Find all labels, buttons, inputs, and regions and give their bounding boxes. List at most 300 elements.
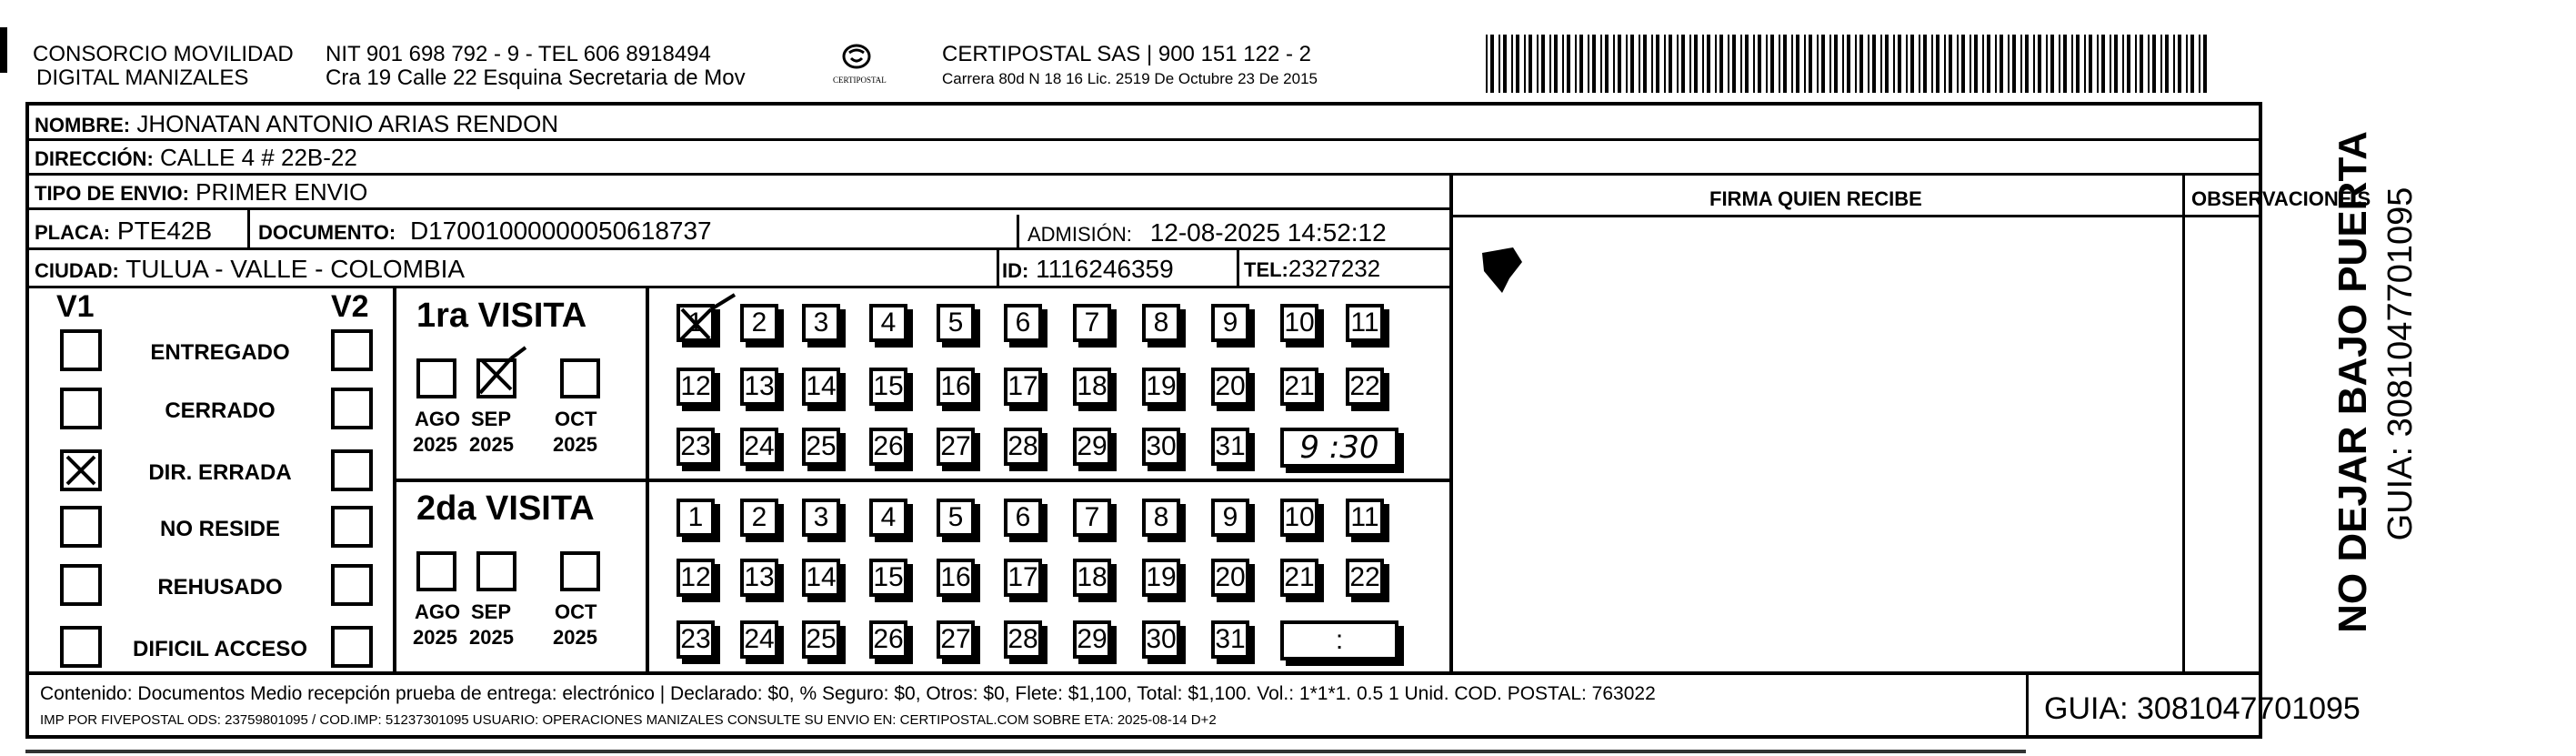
documento-value: D17001000000050618737 [409, 217, 712, 245]
barcode-bar [1605, 35, 1609, 93]
visit1-day-box[interactable] [1004, 368, 1042, 406]
visit2-day-box[interactable] [1004, 559, 1042, 597]
firma-left-border [1449, 173, 1453, 671]
tel-label: TEL: [1244, 258, 1288, 281]
day-number: 24 [744, 624, 775, 654]
barcode-bar [1728, 35, 1729, 93]
barcode-bar [2046, 35, 2048, 93]
day-number: 1 [687, 502, 704, 532]
barcode-bar [1809, 35, 1812, 93]
barcode-bar [1592, 35, 1596, 93]
tipo-envio-value: PRIMER ENVIO [195, 178, 368, 206]
visit2-day-box[interactable] [1211, 559, 1249, 597]
nombre-label: NOMBRE: [35, 114, 131, 136]
v1-checkbox[interactable] [60, 449, 102, 491]
day-number: 25 [806, 624, 837, 654]
barcode-bar [2000, 35, 2003, 93]
barcode-bar [1758, 35, 1761, 93]
barcode-bar [1643, 35, 1647, 93]
barcode-bar [1694, 35, 1698, 93]
visit1-time-box[interactable] [1280, 428, 1398, 468]
ciudad-value: TULUA - VALLE - COLOMBIA [125, 255, 466, 283]
barcode-bar [1524, 35, 1526, 93]
barcode-bar [1541, 35, 1545, 93]
day-number: 20 [1215, 371, 1246, 401]
visit2-day-box[interactable] [1142, 499, 1180, 537]
barcode-bar [1613, 35, 1615, 93]
barcode-bar [1740, 35, 1742, 93]
barcode-bar [1944, 35, 1946, 93]
certipostal-logo [827, 40, 886, 91]
v1-checkbox[interactable] [60, 564, 102, 606]
day-number: 5 [947, 502, 964, 532]
barcode-bar [1529, 35, 1532, 93]
logo-caption: CERTIPOSTAL [833, 76, 887, 85]
visit2-day-box[interactable] [740, 620, 778, 659]
v1-checkbox[interactable] [60, 388, 102, 429]
barcode-bar [2071, 35, 2073, 93]
visit2-day-box[interactable] [802, 499, 840, 537]
visit1-day-box[interactable] [677, 304, 715, 342]
day-number: 4 [880, 307, 897, 338]
barcode-bar [2050, 35, 2054, 93]
visit2-month-year: 2025 [413, 626, 457, 649]
barcode-bar [1961, 35, 1965, 93]
barcode-bar [2190, 35, 2194, 93]
visit2-month-checkbox[interactable] [416, 551, 456, 591]
visit1-day-box[interactable] [802, 368, 840, 406]
barcode-bar [1791, 35, 1793, 93]
recipient-name: JHONATAN ANTONIO ARIAS RENDON [136, 110, 559, 137]
barcode-bar [2110, 35, 2111, 93]
barcode-bar [1982, 35, 1984, 93]
day-number: 16 [940, 371, 971, 401]
barcode-bar [1562, 35, 1564, 93]
day-number: 21 [1284, 562, 1315, 592]
barcode-bar [1936, 35, 1940, 93]
visit2-day-box[interactable] [1346, 499, 1384, 537]
scan-edge-mark [0, 27, 7, 73]
barcode-bar [1779, 35, 1780, 93]
v2-checkbox[interactable] [331, 329, 373, 371]
day-number: 15 [873, 562, 904, 592]
barcode-bar [1898, 35, 1901, 93]
visit1-title: 1ra VISITA [416, 297, 587, 335]
barcode-bar [1745, 35, 1749, 93]
day-number: 11 [1350, 502, 1379, 532]
day-number: 14 [806, 562, 837, 592]
day-number: 7 [1084, 502, 1100, 532]
visit2-day-box[interactable] [802, 620, 840, 659]
v1-checkbox[interactable] [60, 329, 102, 371]
day-check-mark [675, 293, 738, 355]
barcode-bar [1715, 35, 1717, 93]
day-number: 23 [680, 431, 711, 461]
placa-value: PTE42B [116, 217, 213, 245]
day-number: 31 [1215, 431, 1246, 461]
visit2-day-box[interactable] [740, 559, 778, 597]
barcode-bar [1537, 35, 1539, 93]
visit-divider [393, 479, 1451, 482]
visit1-day-box[interactable] [1004, 304, 1042, 342]
visit2-day-box[interactable] [869, 620, 907, 659]
visit1-day-box[interactable] [869, 428, 907, 466]
v2-checkbox[interactable] [331, 564, 373, 606]
barcode [1486, 35, 2210, 93]
day-number: 7 [1084, 307, 1100, 338]
visit1-month-checkbox[interactable] [416, 358, 456, 398]
barcode-bar [1732, 35, 1736, 93]
barcode-bar [1707, 35, 1710, 93]
day-number: 12 [680, 562, 711, 592]
visit2-time-box[interactable] [1280, 620, 1398, 660]
visit2-day-box[interactable] [677, 559, 715, 597]
barcode-bar [1970, 35, 1971, 93]
barcode-bar [1626, 35, 1628, 93]
barcode-bar [2203, 35, 2207, 93]
barcode-bar [1855, 35, 1857, 93]
visit1-month-checkbox[interactable] [476, 358, 516, 398]
barcode-bar [2059, 35, 2060, 93]
documento-label: DOCUMENTO: [258, 221, 396, 244]
barcode-bar [1783, 35, 1787, 93]
barcode-bar [1753, 35, 1755, 93]
day-number: 17 [1007, 562, 1038, 592]
visit2-day-box[interactable] [1073, 499, 1111, 537]
day-number: 20 [1215, 562, 1246, 592]
day-number: 28 [1007, 431, 1038, 461]
barcode-bar [2089, 35, 2092, 93]
barcode-bar [2186, 35, 2188, 93]
visit1-month-year: 2025 [553, 433, 597, 456]
form-left-border [25, 102, 29, 739]
visit2-time-value: : [1335, 625, 1344, 655]
visit2-day-box[interactable] [1073, 559, 1111, 597]
barcode-bar [1804, 35, 1806, 93]
barcode-bar [1842, 35, 1844, 93]
barcode-bar [1885, 35, 1889, 93]
admision-divider [1017, 215, 1019, 249]
barcode-bar [1766, 35, 1768, 93]
barcode-bar [1829, 35, 1831, 93]
day-number: 10 [1284, 502, 1315, 532]
id-divider [997, 249, 999, 287]
v2-label: V2 [331, 289, 369, 324]
barcode-bar [2076, 35, 2080, 93]
signature-mark [1477, 246, 1531, 305]
visit2-day-box[interactable] [937, 499, 975, 537]
barcode-bar [2160, 35, 2162, 93]
barcode-bar [1618, 35, 1621, 93]
visit1-day-box[interactable] [1280, 304, 1318, 342]
barcode-bar [1995, 35, 1997, 93]
side-guia: GUIA: 3081047701095 [2381, 186, 2420, 541]
visit-title-divider [646, 286, 649, 673]
barcode-bar [1923, 35, 1927, 93]
barcode-bar [2165, 35, 2169, 93]
direccion-label: DIRECCIÓN: [35, 147, 154, 170]
barcode-bar [1770, 35, 1774, 93]
barcode-bar [1719, 35, 1723, 93]
day-number: 21 [1284, 371, 1315, 401]
visit1-month-year: 2025 [413, 433, 457, 456]
visit1-day-box[interactable] [1346, 368, 1384, 406]
v1-label: V1 [56, 289, 95, 324]
day-number: 19 [1146, 562, 1177, 592]
barcode-bar [1847, 35, 1850, 93]
day-number: 31 [1215, 624, 1246, 654]
barcode-bar [2012, 35, 2016, 93]
ciudad-label: CIUDAD: [35, 259, 119, 282]
barcode-bar [1681, 35, 1685, 93]
visit1-day-box[interactable] [802, 304, 840, 342]
barcode-bar [1880, 35, 1882, 93]
barcode-bar [2135, 35, 2137, 93]
visit2-day-box[interactable] [869, 499, 907, 537]
visit1-day-box[interactable] [937, 304, 975, 342]
barcode-bar [1893, 35, 1895, 93]
visit2-day-box[interactable] [869, 559, 907, 597]
status-label: DIFICIL ACCESO [132, 637, 307, 661]
barcode-bar [1821, 35, 1825, 93]
visit2-day-box[interactable] [1211, 620, 1249, 659]
company-name-line2: DIGITAL MANIZALES [36, 66, 249, 90]
v2-checkbox[interactable] [331, 388, 373, 429]
barcode-bar [1486, 35, 1488, 93]
barcode-bar [1664, 35, 1666, 93]
barcode-bar [2008, 35, 2010, 93]
day-number: 18 [1077, 371, 1108, 401]
visit2-day-box[interactable] [1142, 559, 1180, 597]
row-divider [25, 138, 2262, 141]
barcode-bar [1656, 35, 1659, 93]
barcode-bar [1579, 35, 1583, 93]
visit1-day-box[interactable] [740, 428, 778, 466]
row-divider [25, 173, 2262, 176]
barcode-bar [1906, 35, 1908, 93]
v2-checkbox[interactable] [331, 626, 373, 668]
nit-line: NIT 901 698 792 - 9 - TEL 606 8918494 [326, 42, 711, 66]
barcode-bar [1639, 35, 1640, 93]
barcode-bar [1868, 35, 1869, 93]
day-number: 26 [873, 431, 904, 461]
day-number: 11 [1350, 307, 1379, 338]
status-label: REHUSADO [157, 575, 283, 600]
barcode-bar [1834, 35, 1838, 93]
sender-address: Cra 19 Calle 22 Esquina Secretaria de Mov [326, 66, 746, 90]
barcode-bar [1872, 35, 1876, 93]
visit2-day-box[interactable] [1346, 559, 1384, 597]
barcode-bar [2199, 35, 2200, 93]
visit1-month-checkbox[interactable] [560, 358, 600, 398]
visit2-day-box[interactable] [1004, 620, 1042, 659]
barcode-bar [1554, 35, 1558, 93]
barcode-bar [1651, 35, 1653, 93]
tel-value: 2327232 [1288, 255, 1381, 282]
visit2-day-box[interactable] [1280, 559, 1318, 597]
day-number: 9 [1222, 502, 1238, 532]
day-number: 9 [1222, 307, 1238, 338]
visit2-day-box[interactable] [1142, 620, 1180, 659]
placa-divider [247, 207, 250, 249]
status-label: ENTREGADO [150, 340, 290, 365]
barcode-bar [1630, 35, 1634, 93]
barcode-bar [1817, 35, 1819, 93]
v2-checkbox[interactable] [331, 506, 373, 548]
id-value: 1116246359 [1036, 255, 1174, 283]
visit2-month-checkbox[interactable] [476, 551, 516, 591]
visit1-month-label: OCT [555, 408, 597, 430]
day-number: 13 [744, 562, 775, 592]
visit2-day-box[interactable] [1004, 499, 1042, 537]
barcode-bar [2122, 35, 2124, 93]
barcode-bar [2084, 35, 2086, 93]
visit1-day-box[interactable] [1073, 368, 1111, 406]
day-number: 22 [1349, 371, 1380, 401]
visit1-day-box[interactable] [677, 368, 715, 406]
tel-divider [1237, 249, 1239, 287]
barcode-bar [1669, 35, 1672, 93]
status-label: CERRADO [165, 398, 276, 423]
barcode-bar [1549, 35, 1551, 93]
visit1-day-box[interactable] [1211, 368, 1249, 406]
visit1-day-box[interactable] [1142, 304, 1180, 342]
barcode-bar [1575, 35, 1577, 93]
carrier-name: CERTIPOSTAL SAS | 900 151 122 - 2 [942, 42, 1311, 66]
recipient-address: CALLE 4 # 22B-22 [160, 144, 357, 171]
visit1-day-box[interactable] [1073, 304, 1111, 342]
day-number: 25 [806, 431, 837, 461]
barcode-bar [1859, 35, 1863, 93]
visit1-day-box[interactable] [1073, 428, 1111, 466]
form-bottom-border [25, 735, 2262, 739]
barcode-bar [1702, 35, 1704, 93]
visit2-month-checkbox[interactable] [560, 551, 600, 591]
day-number: 17 [1007, 371, 1038, 401]
barcode-bar [2020, 35, 2022, 93]
scan-bottom-edge [25, 750, 2026, 753]
footer-top-border [25, 671, 2262, 675]
barcode-bar [2101, 35, 2105, 93]
barcode-bar [1949, 35, 1952, 93]
visit2-month-label: SEP [471, 600, 512, 623]
barcode-bar [1516, 35, 1519, 93]
visit1-day-box[interactable] [1211, 428, 1249, 466]
footer-guia-divider [2026, 671, 2029, 737]
day-number: 2 [751, 502, 767, 532]
visit1-day-box[interactable] [869, 368, 907, 406]
visit1-day-box[interactable] [937, 428, 975, 466]
visit2-day-box[interactable] [1211, 499, 1249, 537]
day-number: 22 [1349, 562, 1380, 592]
right-header-divider [1449, 215, 2262, 217]
visit1-time-value: 9 :30 [1299, 429, 1379, 466]
barcode-bar [1987, 35, 1990, 93]
day-number: 18 [1077, 562, 1108, 592]
tipo-envio-label: TIPO DE ENVIO: [35, 182, 189, 205]
visit1-day-box[interactable] [1142, 428, 1180, 466]
barcode-bar [2178, 35, 2181, 93]
visit1-day-box[interactable] [677, 428, 715, 466]
visit2-day-box[interactable] [677, 620, 715, 659]
visit2-day-box[interactable] [937, 559, 975, 597]
barcode-bar [2114, 35, 2118, 93]
day-number: 5 [947, 307, 964, 338]
v1-checkbox[interactable] [60, 626, 102, 668]
day-number: 14 [806, 371, 837, 401]
barcode-bar [1677, 35, 1679, 93]
day-number: 16 [940, 562, 971, 592]
obs-left-border [2182, 173, 2185, 671]
barcode-bar [2033, 35, 2035, 93]
day-number: 8 [1153, 307, 1169, 338]
visit1-day-box[interactable] [937, 368, 975, 406]
form-top-border [25, 102, 2262, 106]
barcode-bar [1931, 35, 1933, 93]
v2-checkbox[interactable] [331, 449, 373, 491]
barcode-bar [1910, 35, 1914, 93]
visit1-month-label: AGO [415, 408, 461, 430]
visit1-day-box[interactable] [1211, 304, 1249, 342]
admision-value: 12-08-2025 14:52:12 [1149, 218, 1387, 247]
barcode-bar [1600, 35, 1602, 93]
visit2-day-box[interactable] [677, 499, 715, 537]
visit2-month-year: 2025 [553, 626, 597, 649]
footer-guia: GUIA: 3081047701095 [2044, 691, 2360, 726]
status-label: DIR. ERRADA [148, 460, 292, 485]
day-number: 3 [813, 502, 829, 532]
day-number: 12 [680, 371, 711, 401]
visit2-day-box[interactable] [1280, 499, 1318, 537]
visit1-day-box[interactable] [1346, 304, 1384, 342]
visit1-day-box[interactable] [1280, 368, 1318, 406]
status-label: NO RESIDE [159, 517, 281, 541]
day-number: 28 [1007, 624, 1038, 654]
visit2-day-box[interactable] [937, 620, 975, 659]
observaciones-header: OBSERVACIONE S [2191, 187, 2371, 210]
visit2-day-box[interactable] [1073, 620, 1111, 659]
day-number: 26 [873, 624, 904, 654]
visit2-month-label: OCT [555, 600, 597, 623]
footer-print-line: IMP POR FIVEPOSTAL ODS: 23759801095 / COD.IMP: 51237301095 USUARIO: OPERACIONES MANIZALES CONSULTE SU ENVIO EN: CERTIPOSTAL.COM SOBRE ETA: 2025-08-14 D+2 [40, 712, 1217, 728]
day-number: 30 [1146, 624, 1177, 654]
visit2-month-year: 2025 [469, 626, 514, 649]
visit1-day-box[interactable] [1004, 428, 1042, 466]
company-name-line1: CONSORCIO MOVILIDAD [33, 42, 294, 66]
visit2-title: 2da VISITA [416, 489, 595, 528]
visit1-day-box[interactable] [802, 428, 840, 466]
barcode-bar [2140, 35, 2143, 93]
visit2-day-box[interactable] [802, 559, 840, 597]
row-divider [25, 207, 1451, 210]
visit1-day-box[interactable] [740, 368, 778, 406]
visit1-day-box[interactable] [869, 304, 907, 342]
day-number: 13 [744, 371, 775, 401]
placa-label: PLACA: [35, 221, 111, 244]
day-number: 27 [940, 624, 971, 654]
v1-checkbox[interactable] [60, 506, 102, 548]
day-number: 27 [940, 431, 971, 461]
visit2-day-box[interactable] [740, 499, 778, 537]
no-dejar-bajo-puerta: NO DEJAR BAJO PUERTA [2330, 131, 2375, 633]
day-number: 19 [1146, 371, 1177, 401]
barcode-bar [1503, 35, 1507, 93]
visit1-day-box[interactable] [740, 304, 778, 342]
visit1-day-box[interactable] [1142, 368, 1180, 406]
day-number: 29 [1077, 624, 1108, 654]
barcode-bar [1490, 35, 1494, 93]
footer-content-line: Contenido: Documentos Medio recepción prueba de entrega: electrónico | Declarado: $0, % Seguro: $0, Otros: $0, Flete: $1,100, Total: $1,100. Vol.: 1*1*1. 0.5 1 Unid. COD. POSTAL: 763022 [40, 683, 1656, 704]
